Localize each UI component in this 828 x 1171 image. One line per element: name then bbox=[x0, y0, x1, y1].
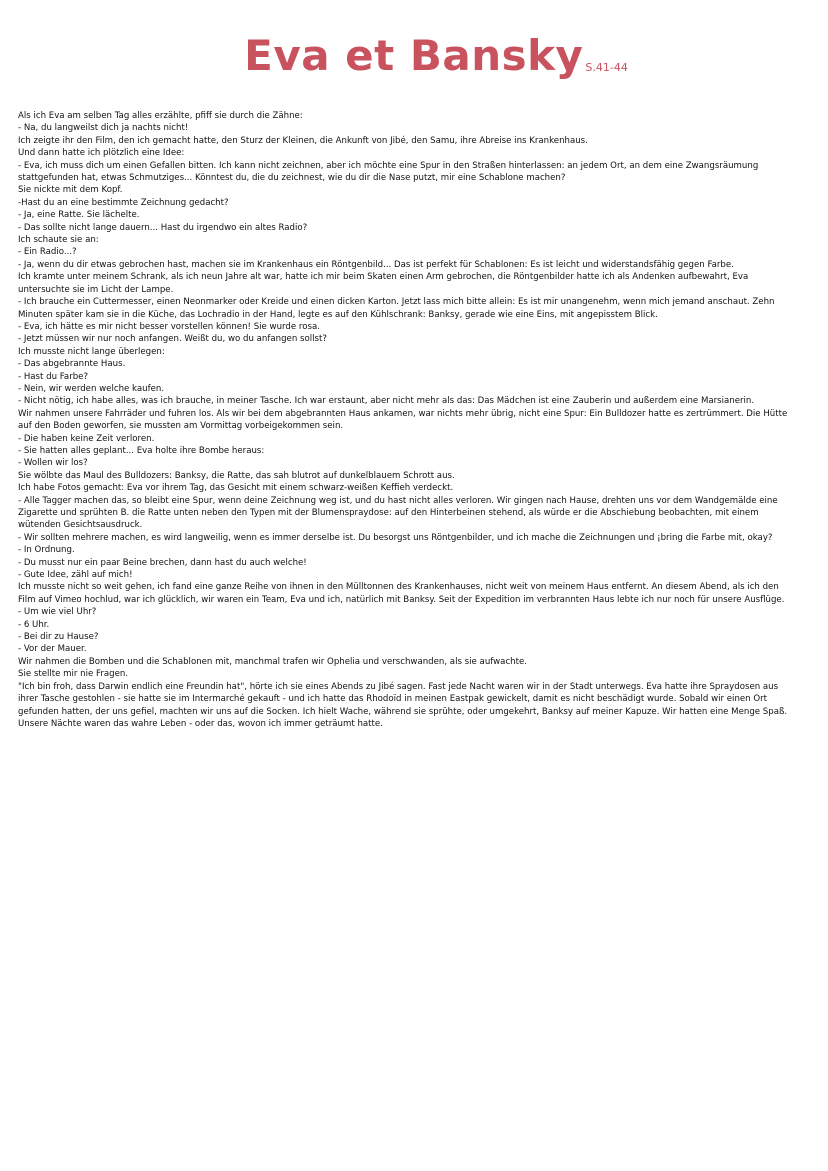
text-paragraph: - Bei dir zu Hause? bbox=[18, 632, 99, 643]
text-paragraph: Sie nickte mit dem Kopf. bbox=[18, 185, 123, 196]
text-paragraph: - Vor der Mauer. bbox=[18, 644, 87, 655]
text-paragraph: - Wir sollten mehrere machen, es wird langweilig, wenn es immer derselbe ist. Du besorgst uns Röntgenbilder, und ich mache die Zeichnungen und ¡bring die Farbe mit, okay? bbox=[18, 532, 773, 543]
text-paragraph: - Na, du langweilst dich ja nachts nicht! bbox=[18, 123, 189, 134]
text-paragraph: - Du musst nur ein paar Beine brechen, dann hast du auch welche! bbox=[18, 557, 307, 568]
text-paragraph: Als ich Eva am selben Tag alles erzählte, pfiff sie durch die Zähne: bbox=[18, 111, 303, 121]
text-paragraph: - Jetzt müssen wir nur noch anfangen. Weißt du, wo du anfangen sollst? bbox=[18, 334, 327, 345]
text-paragraph: Ich musste nicht so weit gehen, ich fand eine ganze Reihe von ihnen in den Mülltonnen des Krankenhauses, nicht weit von meinem Haus entfernt. An diesem Abend, als ich den Film auf Vimeo hochlud, war ich glücklich, wir waren ein Team, Eva und ich, natürlich mit Banksy. Seit der Expedition im verbrannten Haus lebte ich nur noch für unsere Ausflüge. bbox=[18, 582, 785, 605]
text-paragraph: - Nein, wir werden welche kaufen. bbox=[18, 383, 165, 394]
page-header bbox=[0, 28, 828, 84]
text-paragraph: "Ich bin froh, dass Darwin endlich eine Freundin hat", hörte ich sie eines Abends zu Jibé sagen. Fast jede Nacht waren wir in der Stadt unterwegs. Eva hatte ihre Spraydosen aus ihrer Tasche gestohlen - sie hatte sie im Intermarché gekauft - und ich hatte das Rhodoïd in meinen Eastpak gewickelt, damit es nicht beschädigt wurde. Sobald wir einen Ort gefunden hatten, der uns gefiel, machten wir uns auf die Socken. Ich hielt Wache, während sie sprühte, oder umgekehrt, Banksy auf meiner Kapuze. Wir hatten eine Menge Spaß. Unsere Nächte waren das wahre Leben - oder das, wovon ich immer geträumt hatte. bbox=[18, 681, 788, 729]
text-paragraph: Ich schaute sie an: bbox=[18, 235, 99, 246]
text-paragraph: - Ich brauche ein Cuttermesser, einen Neonmarker oder Kreide und einen dicken Karton. Jetzt lass mich bitte allein: Es ist mir unangenehm, wenn mich jemand anschaut. Zehn Minuten später kam sie in die Küche, das Lochradio in der Hand, legte es auf den Kühlschrank: Banksy, gerade wie eine Eins, mit angepisstem Blick. bbox=[18, 297, 775, 320]
text-paragraph: Wir nahmen unsere Fahrräder und fuhren los. Als wir bei dem abgebrannten Haus ankamen, war nichts mehr übrig, nicht eine Spur: Ein Bulldozer hatte es zertrümmert. Die Hütte auf den Boden geworfen, sie mussten am Vormittag vorbeigekommen sein. bbox=[18, 408, 788, 432]
text-body bbox=[18, 110, 792, 730]
text-paragraph: - Ja, wenn du dir etwas gebrochen hast, machen sie im Krankenhaus ein Röntgenbild... Das ist perfekt für Schablonen: Es ist leicht und widerstandsfähig gegen Farbe. bbox=[18, 259, 734, 270]
text-paragraph: - Nicht nötig, ich habe alles, was ich brauche, in meiner Tasche. Ich war erstaunt, aber nicht mehr als das: Das Mädchen ist eine Zauberin und außerdem eine Marsianerin. bbox=[18, 396, 755, 407]
text-paragraph: Wir nahmen die Bomben und die Schablonen mit, manchmal trafen wir Ophelia und verschwanden, als sie aufwachte. bbox=[18, 656, 527, 667]
text-paragraph: Sie wölbte das Maul des Bulldozers: Banksy, die Ratte, das sah blutrot auf dunkelblauem Schrott aus. bbox=[18, 470, 455, 481]
text-paragraph: Sie stellte mir nie Fragen. bbox=[18, 669, 129, 680]
text-paragraph: - Ein Radio...? bbox=[18, 247, 77, 258]
text-paragraph: - Um wie viel Uhr? bbox=[18, 607, 97, 618]
text-paragraph: - Hast du Farbe? bbox=[18, 371, 89, 382]
text-paragraph: Ich zeigte ihr den Film, den ich gemacht hatte, den Sturz der Kleinen, die Ankunft von Jibé, den Samu, ihre Abreise ins Krankenhaus. bbox=[18, 135, 588, 146]
text-paragraph: -Hast du an eine bestimmte Zeichnung gedacht? bbox=[18, 197, 229, 208]
text-paragraph: - Das sollte nicht lange dauern... Hast du irgendwo ein altes Radio? bbox=[18, 222, 308, 233]
text-paragraph: - Sie hatten alles geplant... Eva holte ihre Bombe heraus: bbox=[18, 445, 265, 456]
text-paragraph: - Das abgebrannte Haus. bbox=[18, 359, 126, 370]
text-paragraph: - Eva, ich muss dich um einen Gefallen bitten. Ich kann nicht zeichnen, aber ich möchte eine Spur in den Straßen hinterlassen: an jedem Ort, an dem eine Zwangsräumung stattgefunden hat, etwas Schmutziges... Könntest du, die du zeichnest, wie du dir die Nase putzt, mir eine Schablone machen? bbox=[18, 160, 759, 184]
text-paragraph: Ich musste nicht lange überlegen: bbox=[18, 346, 165, 357]
text-paragraph: - Eva, ich hätte es mir nicht besser vorstellen können! Sie wurde rosa. bbox=[18, 321, 320, 332]
text-paragraph: - Wollen wir los? bbox=[18, 458, 88, 469]
page-range: S.41-44 bbox=[585, 61, 628, 74]
text-paragraph: - Alle Tagger machen das, so bleibt eine Spur, wenn deine Zeichnung weg ist, und du hast nicht alles verloren. Wir gingen nach Hause, drehten uns vor dem Wandgemälde eine Zigarette und sprühten B. die Ratte unten neben den Typen mit der Blumenspraydose: auf den Hinterbeinen stehend, als würde er die Abschiebung beobachten, mit einem wütenden Gesichtsausdruck. bbox=[18, 495, 778, 531]
text-paragraph: - Die haben keine Zeit verloren. bbox=[18, 433, 155, 444]
text-paragraph: - In Ordnung. bbox=[18, 545, 75, 556]
text-paragraph: Ich habe Fotos gemacht: Eva vor ihrem Tag, das Gesicht mit einem schwarz-weißen Keffieh verdeckt. bbox=[18, 483, 454, 494]
text-paragraph: Ich kramte unter meinem Schrank, als ich neun Jahre alt war, hatte ich mir beim Skaten einen Arm gebrochen, die Röntgenbilder hatte ich als Andenken aufbewahrt, Eva untersuchte sie im Licht der Lampe. bbox=[18, 272, 749, 295]
text-paragraph: - Gute Idee, zähl auf mich! bbox=[18, 570, 133, 581]
text-paragraph: - Ja, eine Ratte. Sie lächelte. bbox=[18, 210, 140, 221]
text-paragraph: Und dann hatte ich plötzlich eine Idee: bbox=[18, 148, 185, 159]
text-paragraph: - 6 Uhr. bbox=[18, 619, 50, 630]
page-title: Eva et Bansky bbox=[244, 31, 584, 80]
